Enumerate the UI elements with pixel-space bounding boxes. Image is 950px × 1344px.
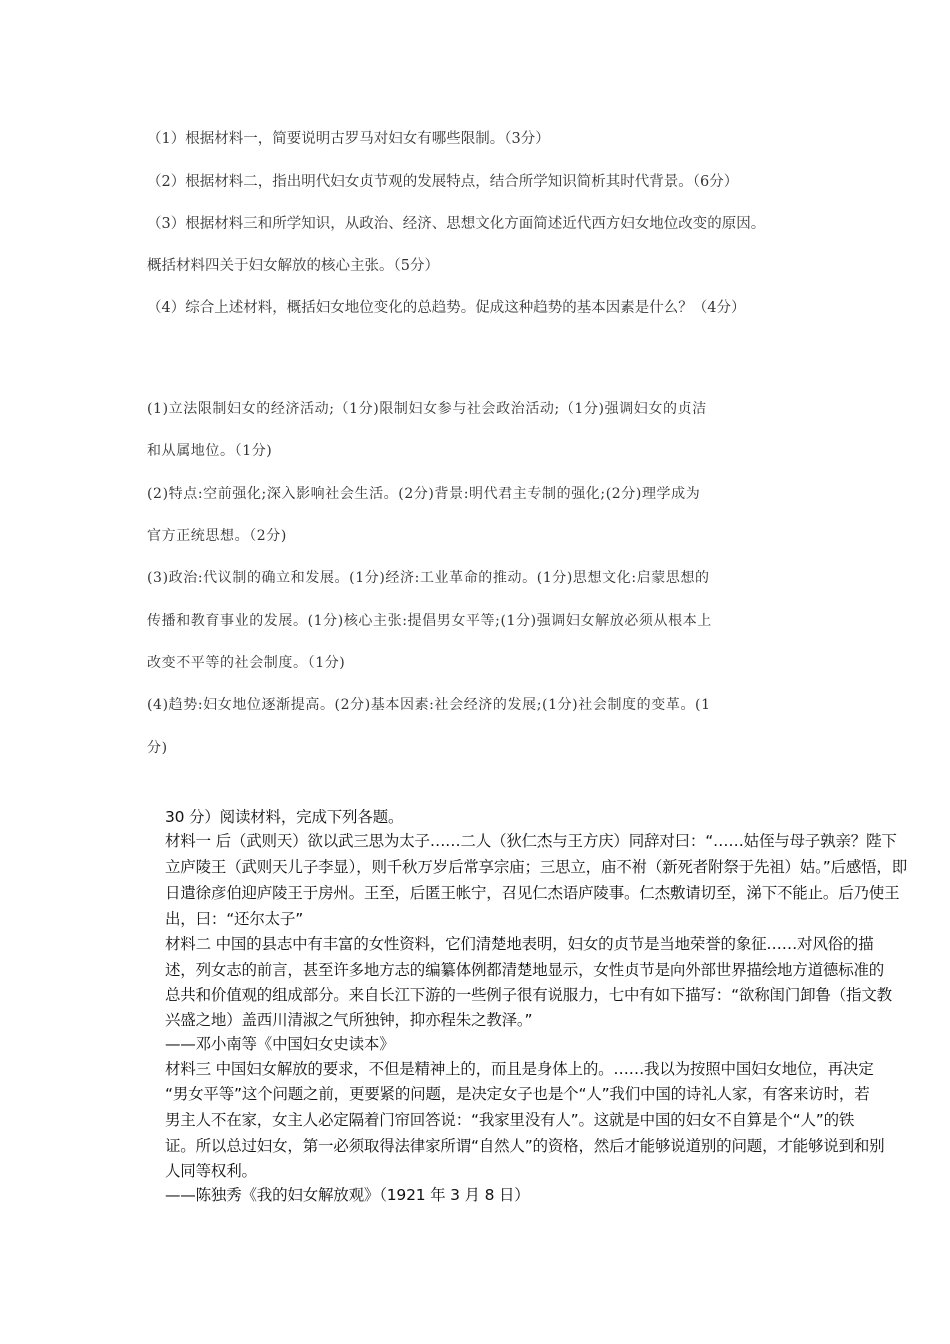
answer-line: 官方正统思想。（2分) xyxy=(147,528,287,544)
material-line: 材料二 中国的县志中有丰富的女性资料，它们清楚地表明，妇女的贞节是当地荣誉的象征……对风俗的描 xyxy=(165,935,874,953)
material-line: “男女平等”这个问题之前，更要紧的问题，是决定女子也是个“人”我们中国的诗礼人家，有客来访时，若 xyxy=(165,1085,870,1103)
material-line: 材料三 中国妇女解放的要求，不但是精神上的，而且是身体上的。……我以为按照中国妇女地位，再决定 xyxy=(165,1060,874,1078)
material-line: 述，列女志的前言，甚至许多地方志的编纂体例都清楚地显示，女性贞节是向外部世界描绘地方道德标准的 xyxy=(165,961,885,979)
material-line: 立庐陵王（武则天儿子李显），则千秋万岁后常享宗庙；三思立，庙不祔（新死者附祭于先祖）姑。”后感悟，即 xyxy=(165,858,908,876)
material-line: 总共和价值观的组成部分。来自长江下游的一些例子很有说服力，七中有如下描写：“欲称闺门卸鲁（指文教 xyxy=(165,986,892,1004)
material-line: 日遣徐彦伯迎庐陵王于房州。王至，后匿王帐宁，召见仁杰语庐陵事。仁杰敷请切至，涕下不能止。后乃使王 xyxy=(165,884,900,902)
answer-line: (2)特点:空前强化;深入影响社会生活。(2分)背景:明代君主专制的强化;(2分)理学成为 xyxy=(147,486,701,502)
question-1: （1）根据材料一，简要说明古罗马对妇女有哪些限制。（3分） xyxy=(147,131,550,147)
source-citation: ——邓小南等《中国妇女史读本》 xyxy=(165,1035,395,1053)
material-line: 材料一 后（武则天）欲以武三思为太子……二人（狄仁杰与王方庆）同辞对曰：“……姑侄与母子孰亲？陛下 xyxy=(165,832,897,850)
material-line: 证。所以总过妇女，第一必须取得法律家所谓“自然人”的资格，然后才能够说道别的问题，才能够说到和别 xyxy=(165,1137,885,1155)
answer-line: 传播和教育事业的发展。(1分)核心主张:提倡男女平等;(1分)强调妇女解放必须从根本上 xyxy=(147,613,712,629)
material-line: 30 分）阅读材料，完成下列各题。 xyxy=(165,808,404,826)
question-2: （2）根据材料二，指出明代妇女贞节观的发展特点，结合所学知识简析其时代背景。（6分） xyxy=(147,174,739,190)
question-3-continued: 概括材料四关于妇女解放的核心主张。（5分） xyxy=(147,258,439,274)
question-3: （3）根据材料三和所学知识，从政治、经济、思想文化方面简述近代西方妇女地位改变的原因。 xyxy=(147,216,766,232)
material-line: 出，曰：“还尔太子” xyxy=(165,910,304,928)
material-line: 人同等权利。 xyxy=(165,1162,257,1180)
answer-line: 改变不平等的社会制度。（1分) xyxy=(147,655,346,671)
material-line: 兴盛之地）盖西川清淑之气所独钟，抑亦程朱之教泽。” xyxy=(165,1011,533,1029)
material-line: 男主人不在家，女主人必定隔着门帘回答说：“我家里没有人”。这就是中国的妇女不自算是个“人”的铁 xyxy=(165,1111,855,1129)
answer-line: (3)政治:代议制的确立和发展。(1分)经济:工业革命的推动。(1分)思想文化:启蒙思想的 xyxy=(147,570,710,586)
answer-line: (1)立法限制妇女的经济活动;（1分)限制妇女参与社会政治活动;（1分)强调妇女的贞洁 xyxy=(147,401,707,417)
question-4: （4）综合上述材料，概括妇女地位变化的总趋势。促成这种趋势的基本因素是什么？（4分） xyxy=(147,300,746,316)
answer-line: 分) xyxy=(147,740,168,756)
answer-line: 和从属地位。（1分) xyxy=(147,443,273,459)
answer-line: (4)趋势:妇女地位逐渐提高。(2分)基本因素:社会经济的发展;(1分)社会制度的变革。(1 xyxy=(147,697,711,713)
source-citation: ——陈独秀《我的妇女解放观》（1921 年 3 月 8 日） xyxy=(165,1186,530,1204)
